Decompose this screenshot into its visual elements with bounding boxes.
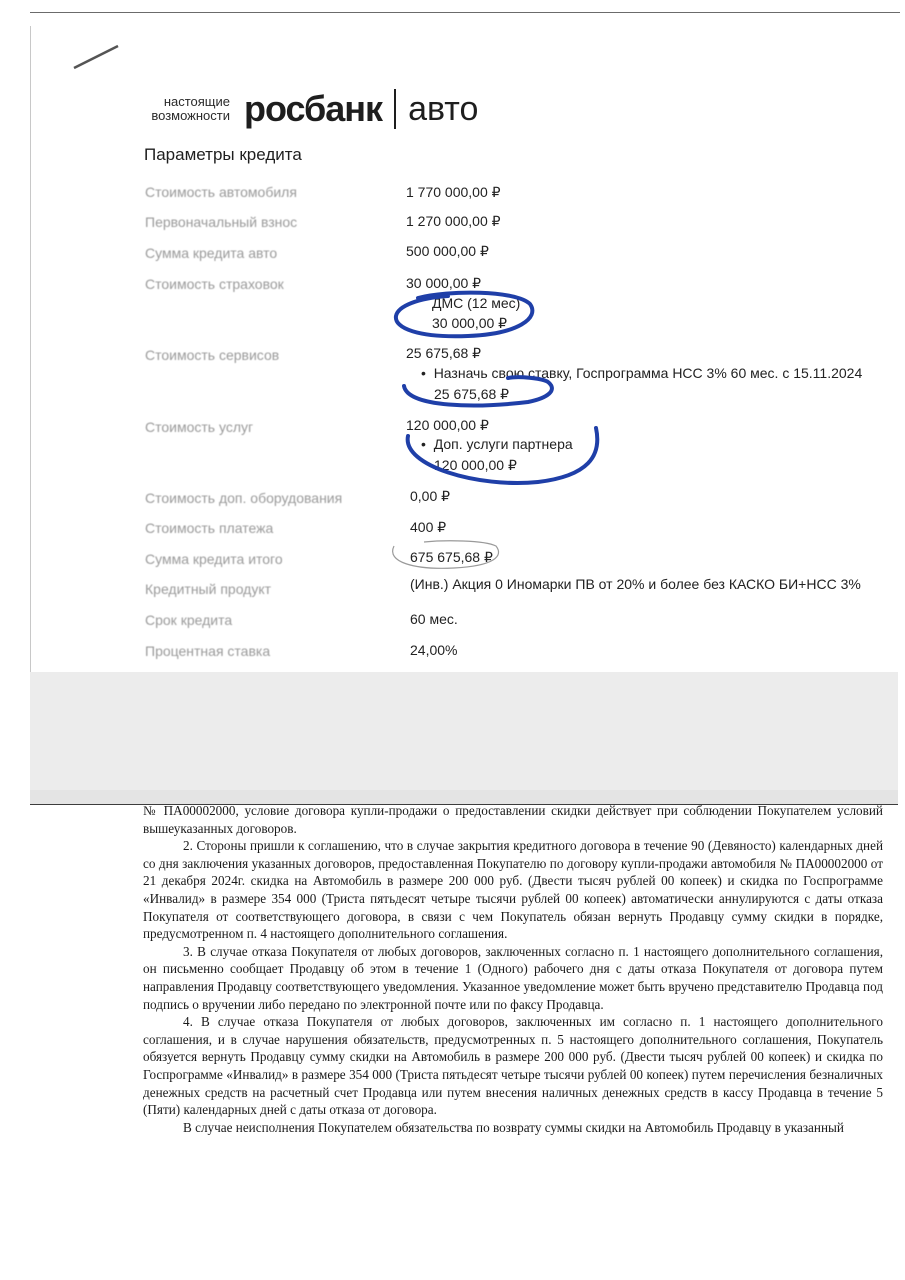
param-sub-name-text: Назначь свою ставку, Госпрограмма НСС 3% 60 мес. с 15.11.2024 <box>433 365 863 381</box>
contract-paragraph: В случае неисполнения Покупателем обязательства по возврату суммы скидки на Автомобиль Продавцу в указанный <box>183 1119 844 1135</box>
param-value: 60 мес. <box>410 611 458 627</box>
logo-tagline-line2: возможности <box>151 108 230 123</box>
param-value: 1 270 000,00 ₽ <box>406 213 501 229</box>
param-label: Стоимость страховок <box>145 276 284 292</box>
param-sub-name: ДМС (12 мес) <box>432 295 521 311</box>
contract-paragraph: 3. В случае отказа Покупателя от любых договоров, заключенных согласно п. 1 настоящего дополнительного соглашения, он письменно сообщает Продавцу об этом в течение 1 (Одного) рабочего дня с даты отказа Покупателя от договора путем направления Продавцу соответствующего уведомления. Указанное уведомление может быть вручено представителю Продавца под подпись о вручении либо передано по электронной почте или по факсу Продавца. <box>143 943 883 1012</box>
scan-edge-left <box>30 26 41 676</box>
logo-divider <box>394 89 396 129</box>
param-sub-value: 30 000,00 ₽ <box>432 315 508 331</box>
param-value: 500 000,00 ₽ <box>406 243 489 259</box>
param-label: Сумма кредита итого <box>145 551 283 567</box>
param-value: 1 770 000,00 ₽ <box>406 184 501 200</box>
redacted-area <box>30 672 898 796</box>
param-value: 30 000,00 ₽ <box>406 275 482 291</box>
param-sub-name: • Назначь свою ставку, Госпрограмма НСС 3% 60 мес. с 15.11.2024 <box>421 365 863 381</box>
logo-brand-sub: авто <box>408 89 479 128</box>
logo-tagline-line1: настоящие <box>163 94 230 109</box>
contract-paragraph: 4. В случае отказа Покупателя от любых договоров, заключенных им согласно п. 1 настоящего дополнительного соглашения, и в случае нарушения обязательств, предусмотренных п. 5 настоящего дополнительного соглашения, Покупатель обязуется вернуть Продавцу сумму скидки на Автомобиль в размере 200 000 руб. (Двести тысяч рублей 00 копеек) и скидка по Госпрограмме «Инвалид» в размере 354 000 (Триста пятьдесят четыре тысячи рублей 00 копеек) путем перечисления безналичных денежных средств на расчетный счет Продавца или путем внесения наличных денежных средств в кассу Продавца в течение 5 (Пяти) календарных дней с даты отказа от договора. <box>143 1014 883 1118</box>
param-label: Стоимость автомобиля <box>145 184 297 200</box>
param-sub-value: 120 000,00 ₽ <box>434 457 517 473</box>
param-label: Стоимость сервисов <box>145 347 280 363</box>
rosbank-auto-logo <box>140 88 478 130</box>
param-label: Стоимость услуг <box>145 419 254 435</box>
param-label: Стоимость доп. оборудования <box>145 490 343 506</box>
param-value: 25 675,68 ₽ <box>406 345 482 361</box>
param-value: 24,00% <box>410 642 458 658</box>
pen-stroke-mark <box>72 44 122 70</box>
param-value: 0,00 ₽ <box>410 488 451 504</box>
param-value: (Инв.) Акция 0 Иномарки ПВ от 20% и более без КАСКО БИ+НСС 3% <box>410 576 861 592</box>
param-label: Стоимость платежа <box>145 520 274 536</box>
param-value: 400 ₽ <box>410 519 447 535</box>
param-label: Первоначальный взнос <box>145 214 298 230</box>
param-label: Сумма кредита авто <box>145 245 278 261</box>
contract-paragraph: 2. Стороны пришли к соглашению, что в случае закрытия кредитного договора в течение 90 (Девяносто) календарных дней со дня заключения указанных договоров, предоставленная Покупателю по договору купли-продажи автомобиля № ПА00002000 от 21 декабря 2024г. скидка на Автомобиль в размере 200 000 руб. (Двести тысяч рублей 00 копеек) и скидка по Госпрограмме «Инвалид» в размере 354 000 (Триста пятьдесят четыре тысячи рублей 00 копеек) автоматически аннулируются с даты отказа Покупателя от соответствующего договора, в связи с чем Покупатель обязан вернуть Продавцу сумму скидки в порядке, предусмотренном п. 4 настоящего дополнительного соглашения. <box>143 838 883 942</box>
param-sub-value: 25 675,68 ₽ <box>434 386 510 402</box>
contract-text <box>143 802 883 1136</box>
logo-brand: росбанк <box>244 88 383 129</box>
param-sub-name-text: Доп. услуги партнера <box>433 436 573 452</box>
scan-edge <box>30 12 900 27</box>
param-value: 120 000,00 ₽ <box>406 417 489 433</box>
param-sub-name: • Доп. услуги партнера <box>421 436 573 452</box>
params-title: Параметры кредита <box>144 145 302 164</box>
param-label: Процентная ставка <box>145 643 271 659</box>
contract-paragraph: № ПА00002000, условие договора купли-продажи о предоставлении скидки действует при соблюдении Покупателем условий вышеуказанных договоров. <box>143 803 883 836</box>
param-label: Кредитный продукт <box>145 581 272 597</box>
param-value: 675 675,68 ₽ <box>410 549 493 565</box>
param-label: Срок кредита <box>145 612 233 628</box>
logo-tagline <box>140 95 230 123</box>
